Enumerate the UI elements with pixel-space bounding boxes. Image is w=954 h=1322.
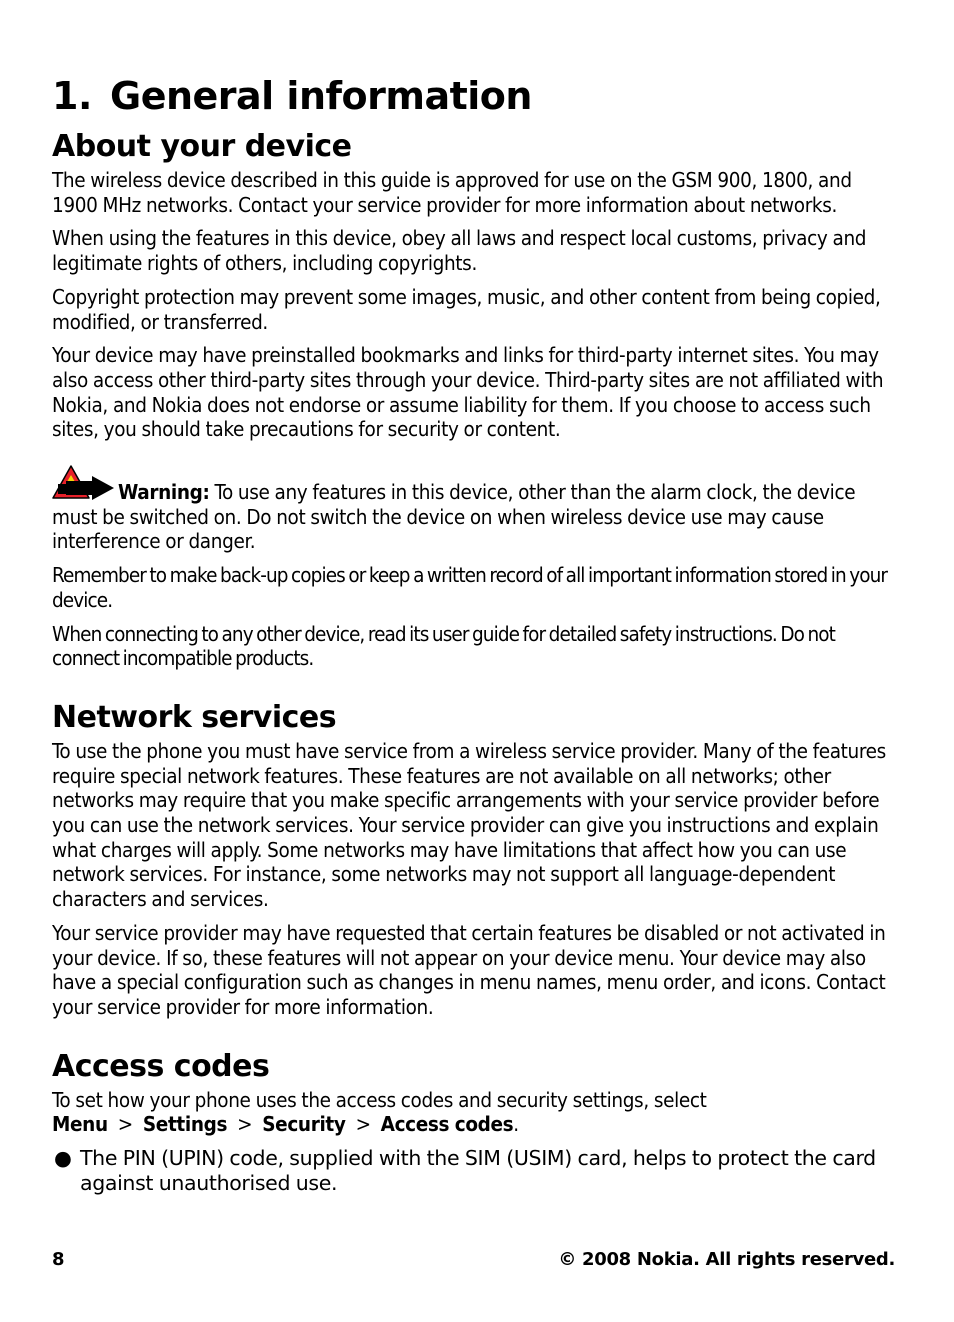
access-codes-list [52, 1146, 898, 1195]
about-paragraph-4: Your device may have preinstalled bookmarks and links for third-party internet sites. You may also access other third-party sites through your device. Third-party sites are not affiliated with Nokia, and Nokia does not endorse or assume liability for them. If you choose to access such sites, you should take precautions for security or content. [52, 343, 884, 442]
warning-hand-icon [52, 464, 116, 502]
menu-path-security: Security [262, 1112, 346, 1137]
section-heading-access: Access codes [52, 1048, 270, 1084]
warning-label: Warning: [118, 480, 210, 505]
list-item-text: The PIN (UPIN) code, supplied with the SIM (USIM) card, helps to protect the card against unauthorised use. [80, 1146, 876, 1195]
about-paragraph-6: When connecting to any other device, read its user guide for detailed safety instructions. Do not connect incompatible products. [52, 621, 835, 671]
about-paragraph-2: When using the features in this device, obey all laws and respect local customs, privacy and legitimate rights of others, including copyrights. [52, 226, 867, 276]
copyright-notice: © 2008 Nokia. All rights reserved. [558, 1249, 895, 1270]
chapter-number: 1. [52, 74, 92, 118]
section-heading-about: About your device [52, 129, 352, 164]
chapter-title [52, 70, 898, 122]
page-number: 8 [52, 1249, 65, 1270]
menu-path-separator: > [237, 1112, 253, 1137]
access-intro-text: To set how your phone uses the access codes and security settings, select [52, 1087, 707, 1112]
menu-path-separator: > [117, 1112, 133, 1137]
menu-path-settings: Settings [142, 1112, 228, 1137]
menu-path-access-codes: Access codes [380, 1112, 514, 1137]
menu-path-menu: Menu [52, 1112, 108, 1137]
section-heading-network: Network services [52, 699, 337, 735]
page-content [52, 70, 898, 1196]
about-paragraph-5: Remember to make back-up copies or keep a written record of all important information stored in your device. [52, 563, 888, 612]
about-paragraph-1: The wireless device described in this guide is approved for use on the GSM 900, 1800, and 1900 MHz networks. Contact your service provider for more information about networks. [52, 168, 852, 217]
warning-paragraph [52, 464, 898, 554]
list-item [52, 1146, 898, 1195]
network-paragraph-1: To use the phone you must have service from a wireless service provider. Many of the features require special network features. These features are not available on all networks; other networks may require that you make specific arrangements with your service provider before you can use the network services. Your service provider can give you instructions and explain what charges will apply. Some networks may have limitations that affect how you can use network services. For instance, some networks may not support all language-dependent characters and services. [52, 738, 886, 912]
chapter-title-text: General information [110, 74, 532, 118]
access-intro-paragraph [52, 1088, 898, 1137]
about-paragraph-3: Copyright protection may prevent some images, music, and other content from being copied, modified, or transferred. [52, 284, 881, 334]
menu-path-separator: > [355, 1112, 371, 1137]
bullet-icon: ● [54, 1146, 72, 1171]
network-paragraph-2: Your service provider may have requested that certain features be disabled or not activated in your device. If so, these features will not appear on your device menu. Your device may also have a special configuration such as changes in menu names, menu order, and icons. Contact your service provider for more information. [52, 920, 886, 1019]
warning-text: To use any features in this device, other than the alarm clock, the device must be switched on. Do not switch the device on when wireless device use may cause interference or danger. [52, 480, 856, 554]
menu-path-end: . [513, 1112, 519, 1137]
